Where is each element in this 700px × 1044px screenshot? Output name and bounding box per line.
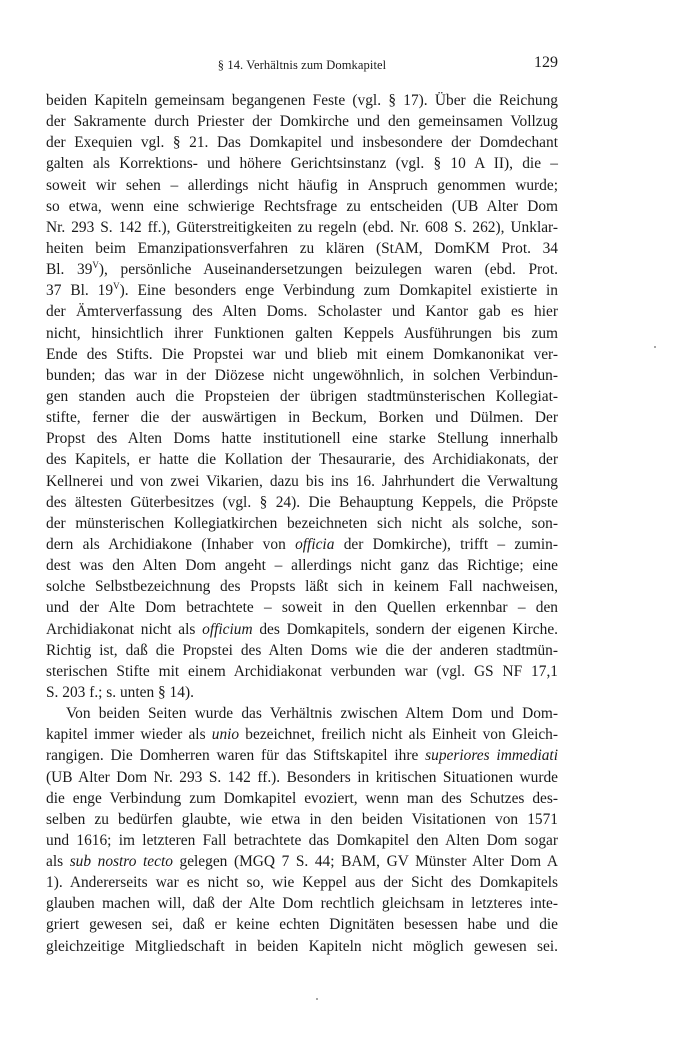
- text-line: griert gewesen sei, daß er keine echten Dignitäten besessen habe und die: [46, 916, 558, 934]
- text-line: galten als Korrektions- und höhere Gerichtsinstanz (vgl. § 10 A II), die –: [46, 155, 558, 173]
- page-number: 129: [534, 54, 558, 71]
- body-text: [46, 90, 558, 957]
- text-line: (UB Alter Dom Nr. 293 S. 142 ff.). Besonders in kritischen Situationen wurde: [46, 768, 558, 786]
- text-line: die enge Verbindung zum Domkapitel evoziert, wenn man des Schutzes des-: [46, 789, 558, 807]
- text-line: S. 203 f.; s. unten § 14).: [46, 683, 194, 701]
- text-line: bunden; das war in der Diözese nicht ungewöhnlich, in solchen Verbindun-: [46, 366, 558, 384]
- text-segment: 37 Bl. 19: [46, 282, 114, 300]
- text-line: Von beiden Seiten wurde das Verhältnis zwischen Altem Dom und Dom-: [66, 705, 558, 723]
- text-line: Ende des Stifts. Die Propstei war und blieb mit einem Domkanonikat ver-: [46, 345, 558, 363]
- text-line: heiten beim Emanzipationsverfahren zu klären (StAM, DomKM Prot. 34: [46, 239, 558, 257]
- italic-term: unio: [211, 726, 240, 744]
- text-line: des ältesten Güterbesitzes (vgl. § 24). Die Behauptung Keppels, die Pröpste: [46, 493, 558, 511]
- text-segment: bezeichnet, freilich nicht als Einheit von Gleich-: [239, 726, 558, 744]
- text-segment: Archidiakonat nicht als: [46, 620, 203, 638]
- text-line: des Kapitels, er hatte die Kollation der Thesaurarie, des Archidiakonats, der: [46, 451, 558, 469]
- text-line: der Sakramente durch Priester der Domkirche und den gemeinsamen Vollzug: [46, 113, 558, 131]
- text-line: Propst des Alten Doms hatte institutionell eine starke Stellung innerhalb: [46, 430, 558, 448]
- text-line: soweit wir sehen – allerdings nicht häufig in Anspruch genommen wurde;: [46, 176, 558, 194]
- italic-term: officia: [295, 535, 335, 553]
- text-line: selben zu bedürfen glaubte, wie etwa in den beiden Visitationen von 1571: [46, 810, 558, 828]
- text-line: sterischen Stifte mit einem Archidiakonat verbunden war (vgl. GS NF 17,1: [46, 662, 558, 680]
- text-line: [46, 534, 558, 555]
- text-line: glauben machen will, daß der Alte Dom rechtlich gleichsam in letzteres inte-: [46, 895, 558, 913]
- text-segment: ). Eine besonders enge Verbindung zum Domkapitel existierte in: [119, 282, 558, 300]
- italic-term: superiores immediati: [425, 747, 558, 765]
- text-line: beiden Kapiteln gemeinsam begangenen Feste (vgl. § 17). Über die Reichung: [46, 92, 558, 109]
- text-segment: der Domkirche), trifft – zumin-: [334, 535, 558, 553]
- text-line: der münsterischen Kollegiatkirchen bezeichneten sich nicht als solche, son-: [46, 514, 558, 532]
- superscript: V: [113, 281, 120, 292]
- text-line: [46, 745, 558, 766]
- italic-term: sub nostro tecto: [69, 853, 173, 871]
- text-segment: rangigen. Die Domherren waren für das Stiftskapitel ihre: [46, 747, 426, 765]
- text-segment: dern als Archidiakone (Inhaber von: [46, 535, 296, 553]
- text-segment: Bl. 39: [46, 261, 93, 279]
- text-segment: kapitel immer wieder als: [46, 726, 212, 744]
- text-segment: als: [46, 853, 70, 871]
- page-header: [46, 56, 558, 78]
- scan-speck: [654, 346, 656, 348]
- text-line: und der Alte Dom betrachtete – soweit in den Quellen erkennbar – den: [46, 599, 558, 617]
- text-line: gen standen auch die Propsteien der übrigen stadtmünsterischen Kollegiat-: [46, 387, 558, 405]
- text-line: Kellnerei und von zwei Vikarien, dazu bis ins 16. Jahrhundert die Verwaltung: [46, 472, 558, 490]
- text-line: 1). Andererseits war es nicht so, wie Keppel aus der Sicht des Domkapitels: [46, 874, 558, 892]
- text-line: [46, 851, 558, 872]
- text-line: Richtig ist, daß die Propstei des Alten Doms wie die der anderen stadtmün-: [46, 641, 558, 659]
- text-line: Nr. 293 S. 142 ff.), Güterstreitigkeiten zu regeln (ebd. Nr. 608 S. 262), Unklar-: [46, 218, 558, 236]
- text-line: [46, 259, 558, 280]
- text-line: und 1616; im letzteren Fall betrachtete das Domkapitel den Alten Dom sogar: [46, 831, 558, 849]
- text-line: solche Selbstbezeichnung des Propsts läßt sich in keinem Fall nachweisen,: [46, 578, 558, 596]
- text-line: [46, 724, 558, 745]
- text-line: der Ämterverfassung des Alten Doms. Scholaster und Kantor gab es hier: [46, 303, 558, 321]
- text-line: stifte, ferner die der auswärtigen in Beckum, Borken und Dülmen. Der: [46, 409, 558, 427]
- text-line: [46, 619, 558, 640]
- running-head: § 14. Verhältnis zum Domkapitel: [217, 58, 387, 72]
- superscript: V: [92, 260, 99, 270]
- text-segment: des Domkapitels, sondern der eigenen Kirche.: [252, 620, 559, 638]
- text-line: [46, 280, 558, 301]
- text-line: gleichzeitige Mitgliedschaft in beiden Kapiteln nicht möglich gewesen sei.: [46, 937, 558, 955]
- text-line: so etwa, wenn eine schwierige Rechtsfrage zu entscheiden (UB Alter Dom: [46, 197, 558, 215]
- text-segment: gelegen (MGQ 7 S. 44; BAM, GV Münster Alter Dom A: [172, 853, 558, 871]
- text-line: der Exequien vgl. § 21. Das Domkapitel und insbesondere der Domdechant: [46, 134, 558, 152]
- italic-term: officium: [202, 620, 253, 638]
- text-line: dest was den Alten Dom angeht – allerdings nicht ganz das Richtige; eine: [46, 557, 558, 575]
- scan-speck: [316, 998, 318, 1000]
- text-line: nicht, hinsichtlich ihrer Funktionen galten Keppels Ausführungen bis zum: [46, 324, 558, 342]
- text-segment: ), persönliche Auseinandersetzungen beizulegen waren (ebd. Prot.: [98, 261, 558, 279]
